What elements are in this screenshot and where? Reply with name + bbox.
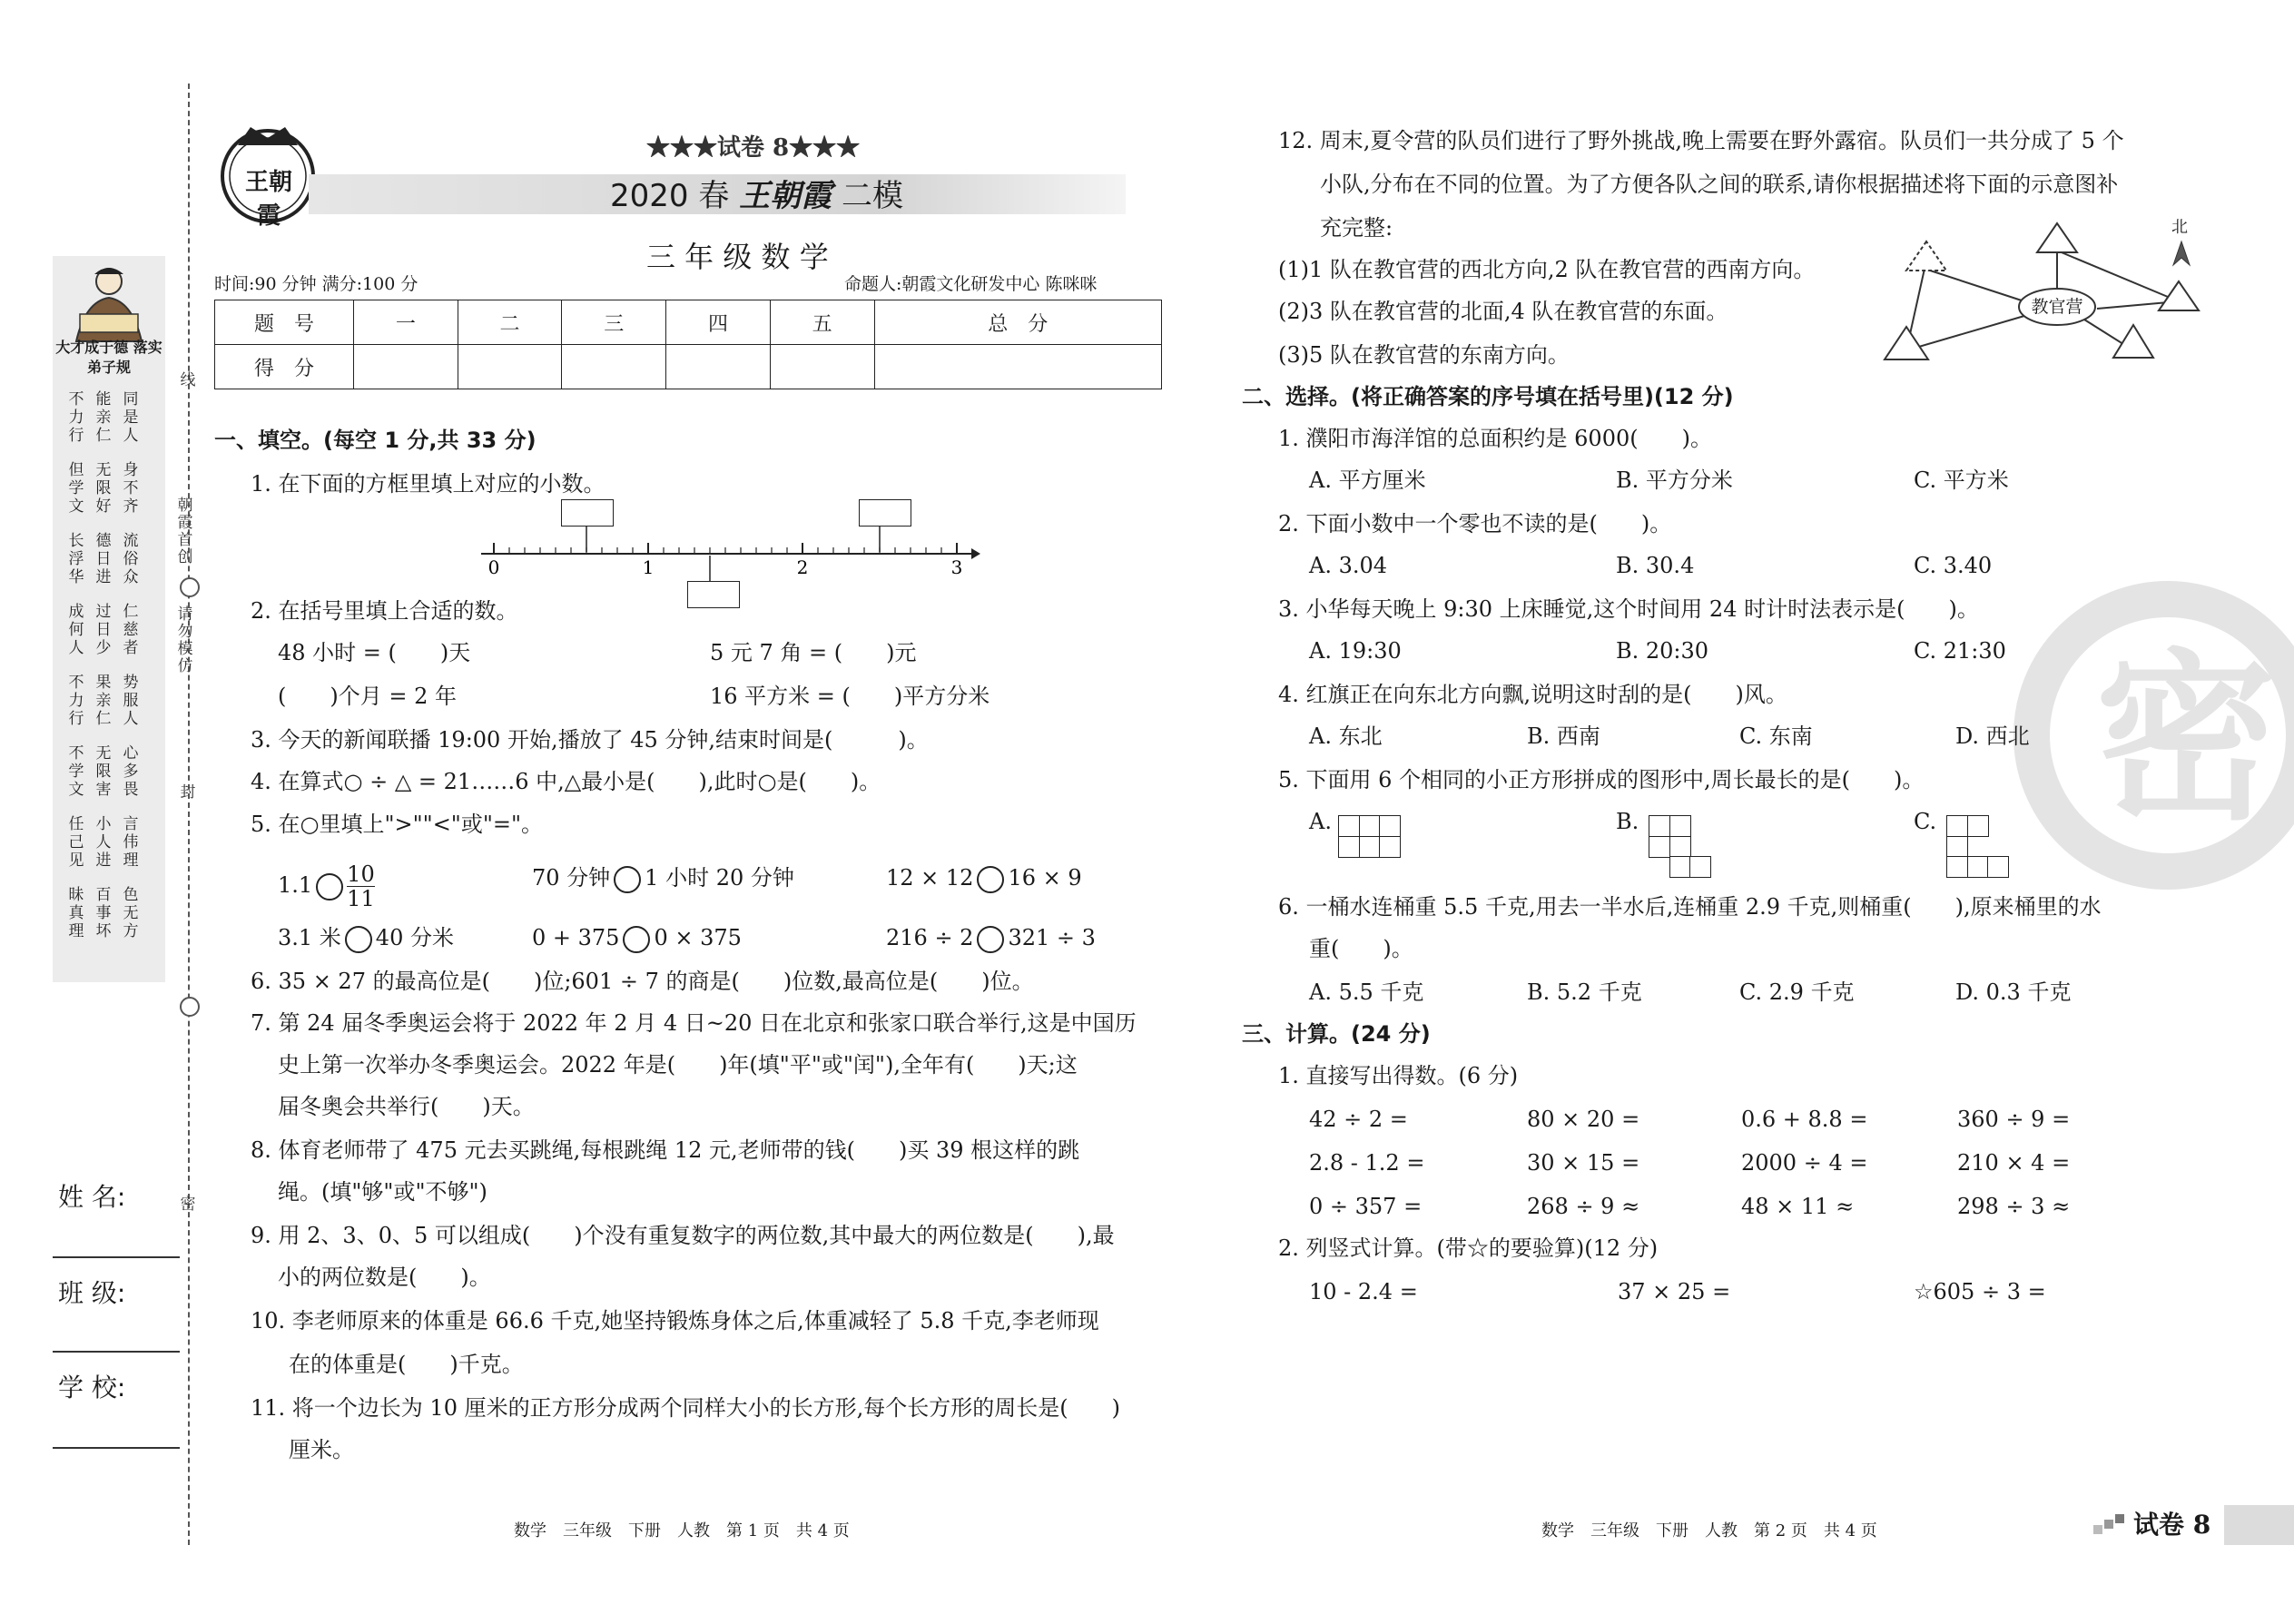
number-line-label: 3 [950, 556, 963, 578]
binding-dotted-line [188, 84, 190, 1545]
motto-column: 色无方 [123, 886, 139, 940]
sidebar-caption: 大才成于德 落实弟子规 [55, 339, 162, 376]
calc-1-item: 298 ÷ 3 ≈ [1957, 1194, 2071, 1219]
section-3-heading: 三、计算。(24 分) [1242, 1021, 1431, 1047]
choice-1-opt-c[interactable]: C. 平方米 [1914, 468, 2009, 493]
brand-logo-text: 王朝霞 [244, 169, 292, 230]
shape-square [1689, 856, 1711, 878]
score-col-4: 四 [666, 300, 771, 345]
score-cell-1[interactable] [354, 345, 458, 389]
motto-column: 任己见 [68, 815, 84, 870]
number-line-arrow [971, 548, 980, 559]
choice-2: 2. 下面小数中一个零也不读的是( )。 [1278, 511, 1672, 536]
compare-circle-6[interactable] [977, 926, 1004, 953]
class-field[interactable] [53, 1351, 180, 1353]
compare-1-left: 1.1 [278, 872, 313, 898]
question-12-line1: 12. 周末,夏令营的队员们进行了野外挑战,晚上需要在野外露宿。队员们一共分成了 5 个 [1278, 128, 2124, 153]
motto-column: 心多畏 [123, 744, 139, 799]
school-field[interactable] [53, 1447, 180, 1449]
numberline-answer-box-2[interactable] [859, 499, 911, 527]
score-cell-2[interactable] [458, 345, 562, 389]
motto-column: 不学文 [68, 744, 84, 799]
question-9-line2: 小的两位数是( )。 [278, 1265, 491, 1290]
motto-column: 德日进 [95, 532, 112, 586]
compare-3-right: 16 × 9 [1008, 865, 1082, 891]
secret-watermark-char: 密 [2094, 632, 2277, 845]
question-2: 2. 在括号里填上合适的数。 [251, 598, 518, 624]
motto-column: 不力行 [68, 390, 84, 445]
choice-3-opt-a[interactable]: A. 19:30 [1309, 638, 1402, 664]
compare-5 [532, 924, 742, 953]
scholar-illustration [58, 261, 160, 343]
calc-1-heading: 1. 直接写出得数。(6 分) [1278, 1063, 1519, 1088]
compare-6-right: 321 ÷ 3 [1008, 925, 1096, 950]
question-1: 1. 在下面的方框里填上对应的小数。 [251, 471, 605, 497]
question-10-line1: 10. 李老师原来的体重是 66.6 千克,她坚持锻炼身体之后,体重减轻了 5.8 千克,李老师现 [251, 1308, 1099, 1334]
question-9-line1: 9. 用 2、3、0、5 可以组成( )个没有重复数字的两位数,其中最大的两位数是( ),最 [251, 1223, 1115, 1248]
sidebar-mottos [64, 390, 158, 971]
choice-3: 3. 小华每天晚上 9:30 上床睡觉,这个时间用 24 时计时法表示是( )。 [1278, 596, 1979, 622]
section-2-heading: 二、选择。(将正确答案的序号填在括号里)(12 分) [1242, 384, 1734, 409]
shape-square [1987, 856, 2009, 878]
choice-4-opt-b[interactable]: B. 西南 [1527, 723, 1600, 749]
numberline-answer-box-1[interactable] [561, 499, 614, 527]
calc-2-item-1: 10 - 2.4 = [1309, 1279, 1418, 1304]
number-line-label: 1 [642, 556, 655, 578]
choice-6-opt-c[interactable]: C. 2.9 千克 [1739, 979, 1855, 1005]
score-col-3: 三 [562, 300, 666, 345]
corner-tab [2224, 1505, 2294, 1545]
name-field[interactable] [53, 1256, 180, 1258]
question-10-line2: 在的体重是( )千克。 [289, 1352, 524, 1377]
shape-square [1338, 815, 1360, 837]
question-2d: 16 平方米 = ( )平方分米 [710, 684, 990, 709]
choice-5-opt-a[interactable]: A. [1309, 809, 1332, 834]
score-cell-4[interactable] [666, 345, 771, 389]
question-12-clue-1: (1)1 队在教官营的西北方向,2 队在教官营的西南方向。 [1278, 257, 1816, 282]
shape-square [1359, 836, 1381, 858]
motto-column: 百事坏 [95, 886, 112, 940]
north-arrow-icon [2171, 240, 2191, 271]
fraction-numerator: 10 [347, 861, 375, 887]
shape-square [1967, 856, 1989, 878]
motto-column: 但学文 [68, 461, 84, 516]
choice-2-opt-c[interactable]: C. 3.40 [1914, 553, 1993, 578]
title-prefix: 2020 春 [610, 178, 740, 214]
binding-mark-seal: 封 [180, 783, 196, 802]
choice-4-opt-a[interactable]: A. 东北 [1309, 723, 1383, 749]
choice-5: 5. 下面用 6 个相同的小正方形拼成的图形中,周长最长的是( )。 [1278, 767, 1925, 792]
calc-1-item: 0 ÷ 357 = [1309, 1194, 1423, 1219]
motto-column: 同是人 [123, 390, 139, 445]
compare-3 [886, 864, 1082, 893]
page-1-footer: 数学 三年级 下册 人教 第 1 页 共 4 页 [514, 1521, 850, 1540]
choice-5-opt-b[interactable]: B. [1616, 809, 1639, 834]
score-cell-3[interactable] [562, 345, 666, 389]
author-info: 命题人:朝霞文化研发中心 陈咪咪 [844, 274, 1098, 294]
class-label: 班 级: [58, 1278, 126, 1308]
binding-mark-line: 线 [180, 371, 196, 389]
calc-1-item: 210 × 4 = [1957, 1150, 2071, 1176]
question-12-line3: 充完整: [1320, 215, 1393, 241]
compare-4-right: 40 分米 [375, 925, 454, 950]
shape-square [1379, 815, 1401, 837]
compare-circle-3[interactable] [977, 866, 1004, 893]
question-12-line2: 小队,分布在不同的位置。为了方便各队之间的联系,请你根据描述将下面的示意图补 [1320, 172, 2119, 197]
choice-6-line1: 6. 一桶水连桶重 5.5 千克,用去一半水后,连桶重 2.9 千克,则桶重( ),原来桶里的水 [1278, 894, 2102, 920]
motto-column: 长浮华 [68, 532, 84, 586]
motto-column: 无限害 [95, 744, 112, 799]
motto-column: 不力行 [68, 674, 84, 728]
calc-1-item: 0.6 + 8.8 = [1741, 1107, 1868, 1132]
motto-column: 成何人 [68, 603, 84, 657]
compare-4-left: 3.1 米 [278, 925, 341, 950]
score-row-label: 得 分 [215, 345, 354, 389]
binding-ring-1 [180, 577, 200, 597]
choice-1-opt-a[interactable]: A. 平方厘米 [1309, 468, 1426, 493]
score-col-header: 题 号 [215, 300, 354, 345]
question-2b: 5 元 7 角 = ( )元 [710, 640, 917, 665]
calc-1-item: 42 ÷ 2 = [1309, 1107, 1408, 1132]
motto-column: 能亲仁 [95, 390, 112, 445]
choice-4-opt-c[interactable]: C. 东南 [1739, 723, 1813, 749]
question-12-clue-3: (3)5 队在教官营的东南方向。 [1278, 342, 1570, 368]
question-11-line2: 厘米。 [289, 1437, 354, 1462]
number-line-label: 0 [487, 556, 500, 578]
shape-square [1946, 815, 1968, 837]
subject-title: 三 年 级 数 学 [646, 240, 829, 274]
calc-1-item: 2000 ÷ 4 = [1741, 1150, 1868, 1176]
score-col-5: 五 [770, 300, 874, 345]
calc-1-item: 80 × 20 = [1527, 1107, 1640, 1132]
calc-1-item: 268 ÷ 9 ≈ [1527, 1194, 1640, 1219]
choice-1: 1. 濮阳市海洋馆的总面积约是 6000( )。 [1278, 426, 1712, 451]
question-5: 5. 在○里填上">""<"或"="。 [251, 812, 544, 837]
binding-note-copy: 请勿模仿 [177, 605, 193, 675]
compare-4 [278, 924, 454, 953]
compare-2-right: 1 小时 20 分钟 [645, 865, 794, 891]
paper-title [610, 178, 903, 214]
paper-banner: ★★★试卷 8★★★ [646, 134, 861, 162]
question-7-line1: 7. 第 24 届冬季奥运会将于 2022 年 2 月 4 日~20 日在北京和张家口联合举行,这是中国历 [251, 1010, 1137, 1036]
binding-note-original: 朝霞首创 [177, 497, 193, 566]
shape-square [1669, 856, 1691, 878]
compare-circle-1[interactable] [316, 873, 343, 901]
question-7-line3: 届冬奥会共举行( )天。 [278, 1094, 535, 1119]
question-2c: ( )个月 = 2 年 [278, 684, 457, 709]
motto-column: 言伟理 [123, 815, 139, 870]
north-label: 北 [2171, 218, 2188, 237]
shape-square [1649, 836, 1670, 858]
choice-2-opt-b[interactable]: B. 30.4 [1616, 553, 1695, 578]
score-cell-total[interactable] [874, 345, 1161, 389]
motto-column: 身不齐 [123, 461, 139, 516]
calc-1-item: 360 ÷ 9 = [1957, 1107, 2071, 1132]
shape-square [1669, 836, 1691, 858]
shape-square [1649, 815, 1670, 837]
question-2a: 48 小时 = ( )天 [278, 640, 471, 665]
brand-logo [214, 120, 321, 230]
shape-square [1379, 836, 1401, 858]
compare-circle-4[interactable] [345, 926, 372, 953]
compare-2-left: 70 分钟 [532, 865, 611, 891]
compare-3-left: 12 × 12 [886, 865, 974, 891]
score-col-total: 总 分 [874, 300, 1161, 345]
shape-square [1946, 836, 1968, 858]
motto-column: 无限好 [95, 461, 112, 516]
compare-1 [278, 862, 375, 910]
compare-5-left: 0 + 375 [532, 925, 620, 950]
score-cell-5[interactable] [770, 345, 874, 389]
motto-column: 过日少 [95, 603, 112, 657]
time-info: 时间:90 分钟 满分:100 分 [214, 274, 418, 294]
choice-6-opt-a[interactable]: A. 5.5 千克 [1309, 979, 1424, 1005]
name-label: 姓 名: [58, 1182, 126, 1212]
compare-2 [532, 864, 794, 893]
corner-decoration [2093, 1512, 2130, 1536]
motto-column: 果亲仁 [95, 674, 112, 728]
compare-6-left: 216 ÷ 2 [886, 925, 974, 950]
question-8-line1: 8. 体育老师带了 475 元去买跳绳,每根跳绳 12 元,老师带的钱( )买 39 根这样的跳 [251, 1137, 1080, 1163]
numberline-answer-box-3[interactable] [687, 581, 740, 608]
page-2-footer: 数学 三年级 下册 人教 第 2 页 共 4 页 [1541, 1521, 1877, 1540]
shape-square [1967, 815, 1989, 837]
binding-mark-secret: 密 [180, 1196, 196, 1214]
fraction-denominator: 11 [347, 886, 375, 911]
number-line-label: 2 [796, 556, 809, 578]
calc-1-item: 30 × 15 = [1527, 1150, 1640, 1176]
compare-5-right: 0 × 375 [654, 925, 742, 950]
binding-ring-2 [180, 997, 200, 1017]
shape-square [1338, 836, 1360, 858]
fraction [347, 862, 375, 910]
question-3: 3. 今天的新闻联播 19:00 开始,播放了 45 分钟,结束时间是( )。 [251, 727, 929, 753]
calc-1-item: 48 × 11 ≈ [1741, 1194, 1855, 1219]
choice-4-opt-d[interactable]: D. 西北 [1955, 723, 2030, 749]
camp-diagram [1870, 214, 2215, 370]
compare-circle-5[interactable] [623, 926, 650, 953]
score-col-1: 一 [354, 300, 458, 345]
choice-4: 4. 红旗正在向东北方向飘,说明这时刮的是( )风。 [1278, 682, 1787, 707]
choice-3-opt-b[interactable]: B. 20:30 [1616, 638, 1709, 664]
shape-square [1359, 815, 1381, 837]
choice-5-opt-c[interactable]: C. [1914, 809, 1937, 834]
choice-6-opt-b[interactable]: B. 5.2 千克 [1527, 979, 1642, 1005]
choice-3-opt-c[interactable]: C. 21:30 [1914, 638, 2006, 664]
section-1-heading: 一、填空。(每空 1 分,共 33 分) [214, 428, 537, 453]
motto-column: 流俗众 [123, 532, 139, 586]
corner-paper-label: 试卷 8 [2133, 1510, 2211, 1540]
secret-watermark [2013, 581, 2294, 890]
camp-label: 教官营 [2031, 297, 2083, 317]
question-6: 6. 35 × 27 的最高位是( )位;601 ÷ 7 的商是( )位数,最高位是( )位。 [251, 969, 1034, 994]
question-8-line2: 绳。(填"够"或"不够") [278, 1179, 487, 1205]
choice-1-opt-b[interactable]: B. 平方分米 [1616, 468, 1733, 493]
question-11-line1: 11. 将一个边长为 10 厘米的正方形分成两个同样大小的长方形,每个长方形的周长是( ) [251, 1395, 1120, 1421]
shape-square [1669, 815, 1691, 837]
calc-2-heading: 2. 列竖式计算。(带☆的要验算)(12 分) [1278, 1235, 1659, 1261]
compare-circle-2[interactable] [614, 866, 641, 893]
motto-column: 势服人 [123, 674, 139, 728]
choice-6-line2: 重( )。 [1309, 936, 1413, 961]
question-7-line2: 史上第一次举办冬季奥运会。2022 年是( )年(填"平"或"闰"),全年有( )天;这 [278, 1052, 1078, 1078]
school-label: 学 校: [58, 1373, 126, 1403]
title-suffix: 二模 [832, 178, 903, 214]
motto-column: 昧真理 [68, 886, 84, 940]
motto-column: 小人进 [95, 815, 112, 870]
title-brand: 王朝霞 [739, 178, 832, 214]
calc-1-item: 2.8 - 1.2 = [1309, 1150, 1425, 1176]
score-table [214, 300, 1162, 389]
choice-2-opt-a[interactable]: A. 3.04 [1309, 553, 1388, 578]
question-4: 4. 在算式○ ÷ △ = 21……6 中,△最小是( ),此时○是( )。 [251, 769, 881, 794]
choice-6-opt-d[interactable]: D. 0.3 千克 [1955, 979, 2072, 1005]
shape-square [1946, 856, 1968, 878]
calc-2-item-3: ☆605 ÷ 3 = [1914, 1279, 2046, 1304]
question-12-clue-2: (2)3 队在教官营的北面,4 队在教官营的东面。 [1278, 299, 1728, 324]
score-col-2: 二 [458, 300, 562, 345]
compare-6 [886, 924, 1096, 953]
calc-2-item-2: 37 × 25 = [1618, 1279, 1731, 1304]
motto-column: 仁慈者 [123, 603, 139, 657]
